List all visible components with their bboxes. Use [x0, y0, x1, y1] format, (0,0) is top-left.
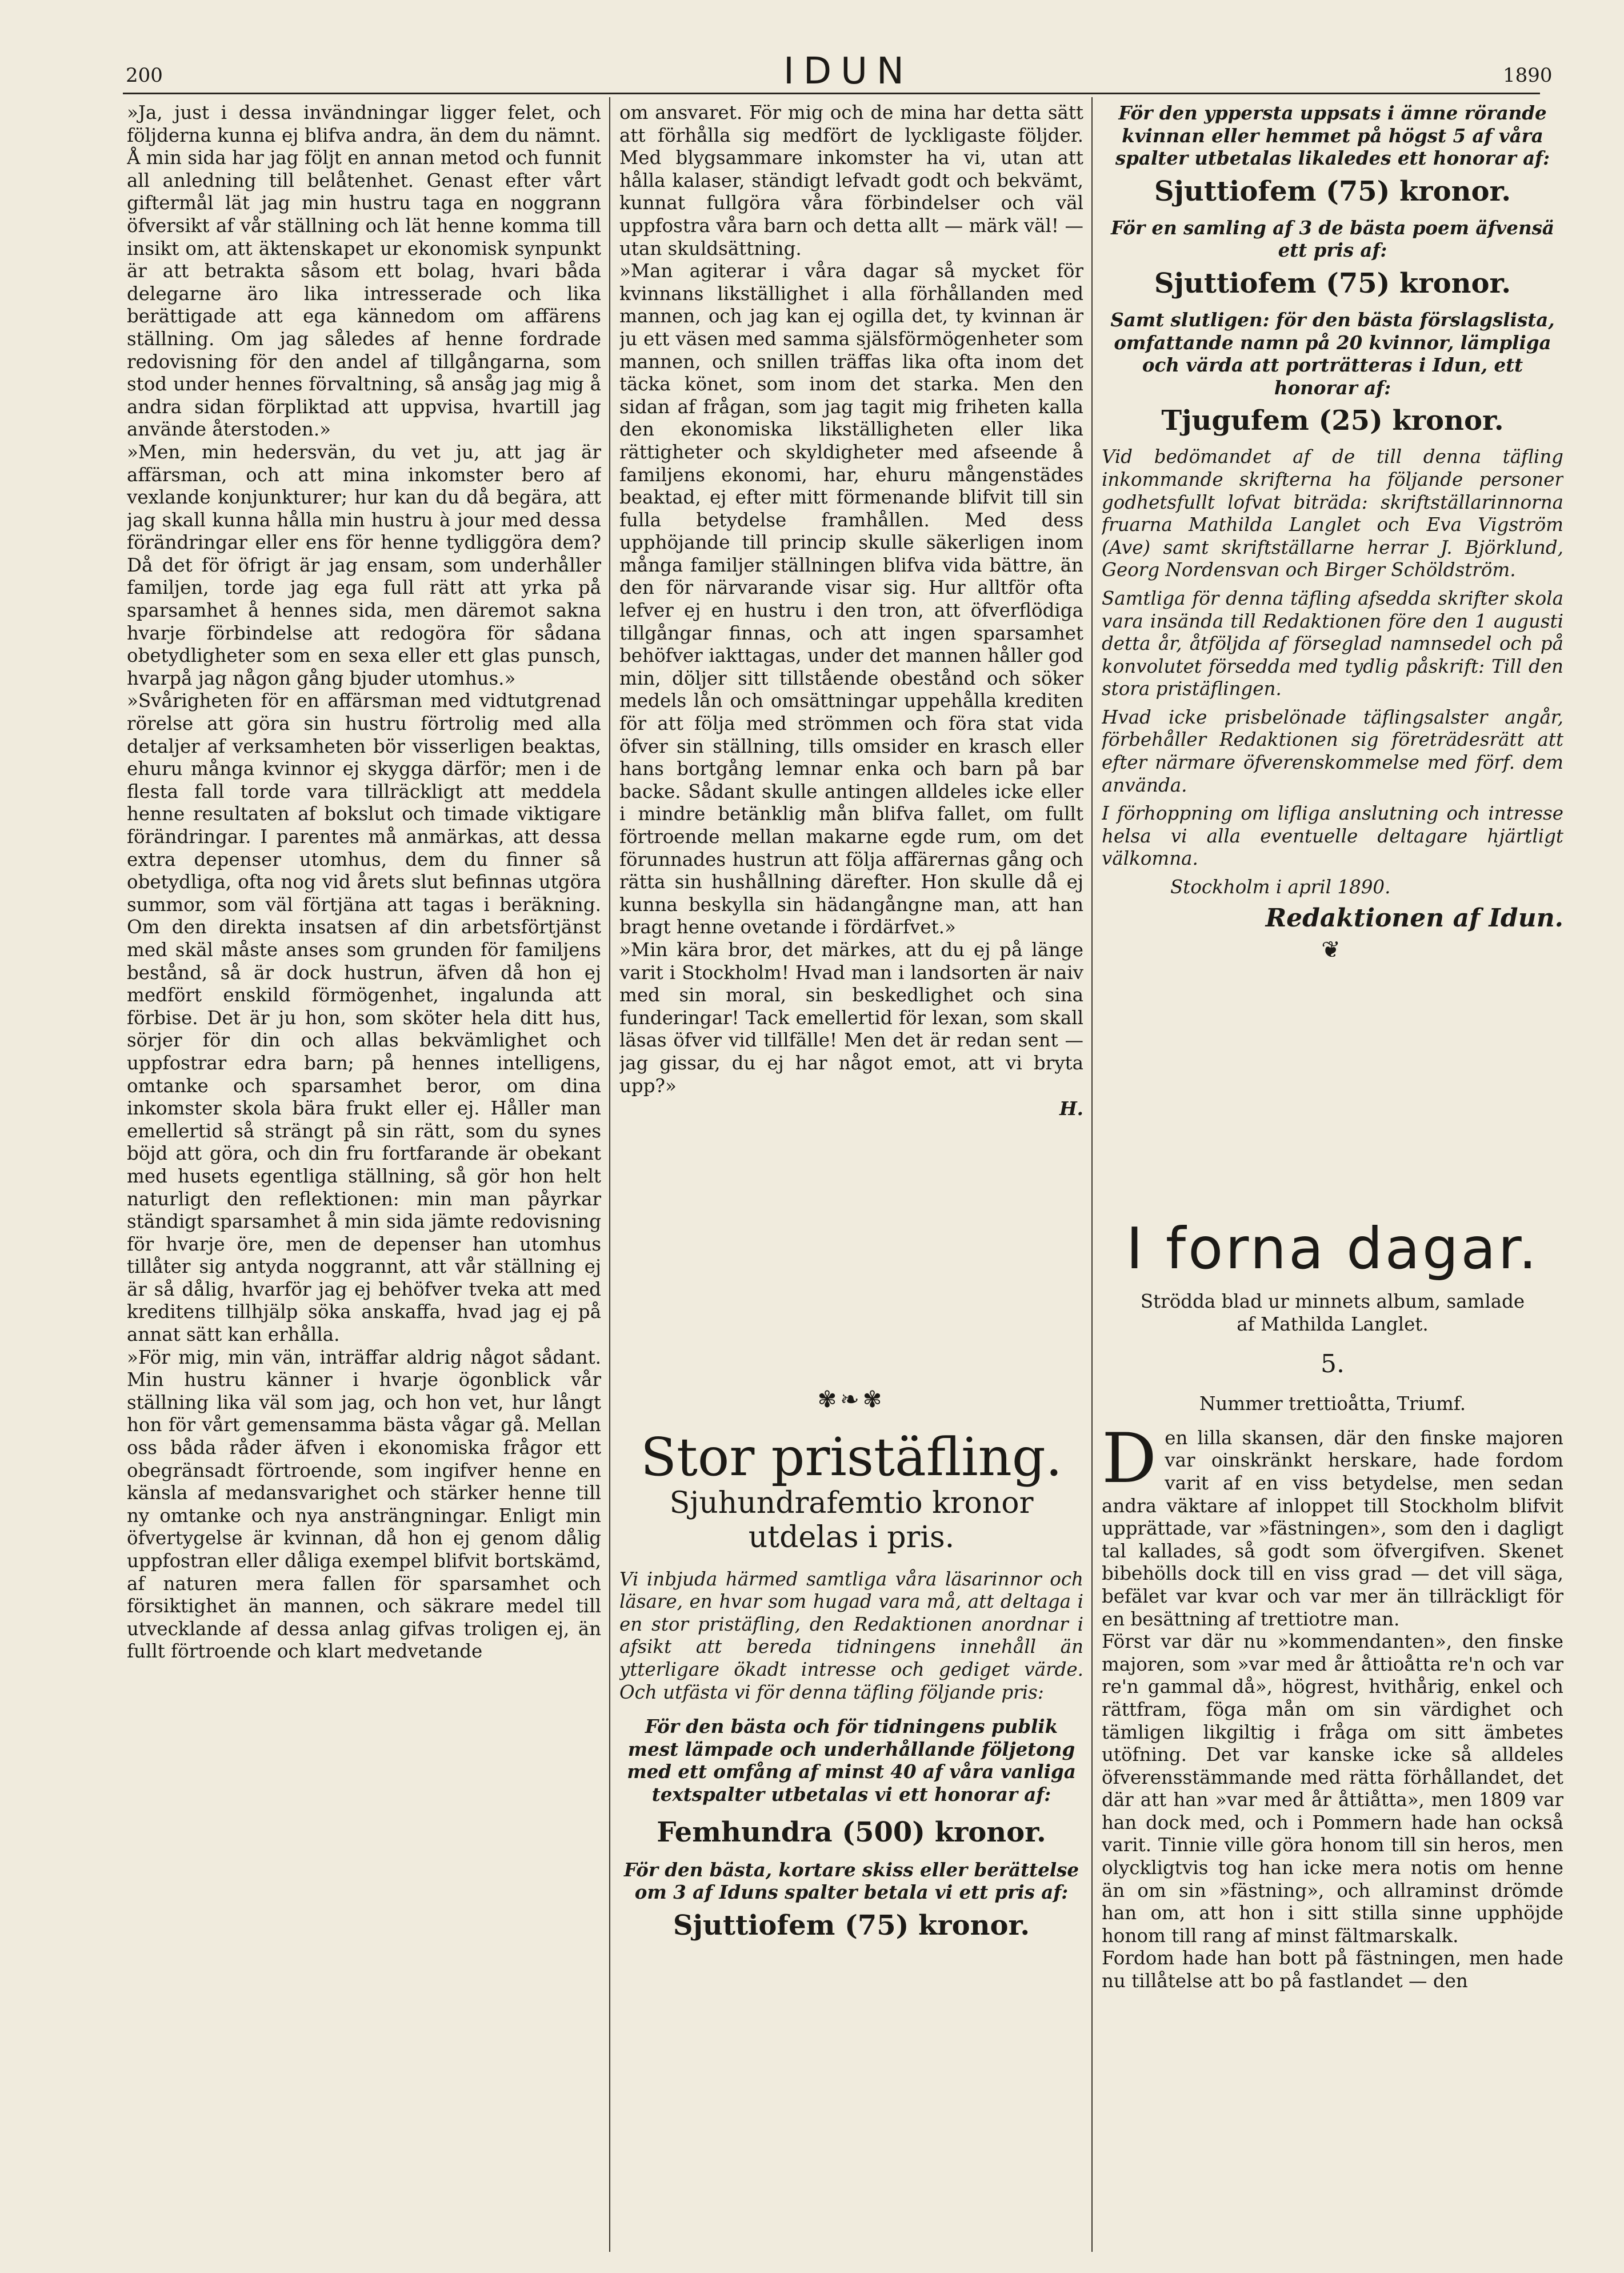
rights-text: Hvad icke prisbelönade täflingsalster angår, förbehåller Redaktionen sig företrädesrätt att efter närmare öfverenskommelse med förf. dem använda. — [1102, 706, 1563, 796]
competition-continued — [1102, 102, 1563, 1239]
paragraph: »Min kära bror, det märkes, att du ej på länge varit i Stockholm! Hvad man i landsorten är naiv med sin moral, sin beskedlighet och sina funderingar! Tack emellertid för lexan, som skall läsas öfver vid tillfälle! Men det är redan sent — jag gissar, du ej har något emot, att vi bryta upp?» — [619, 938, 1083, 1097]
year: 1890 — [1503, 64, 1553, 87]
prize-5-amount: Tjugufem (25) kronor. — [1161, 405, 1504, 437]
competition-signature: Redaktionen af Idun. — [1265, 903, 1563, 933]
prize-3-amount: Sjuttiofem (75) kronor. — [1154, 175, 1511, 207]
prize-1-amount: Femhundra (500) kronor. — [657, 1816, 1046, 1848]
article-column-1 — [127, 102, 601, 2256]
place-date: Stockholm i april 1890. — [1170, 876, 1391, 898]
serial-title: I forna dagar. — [1126, 1217, 1539, 1282]
chapter-number: 5. — [1321, 1349, 1345, 1379]
prize-2-amount: Sjuttiofem (75) kronor. — [673, 1909, 1030, 1942]
competition-intro: Vi inbjuda härmed samtliga våra läsarinnor och läsare, en hvar som hugad vara må, att deltaga i en stor pristäfling, den Redaktionen anordnar i afsikt att bereda tidningens innehåll än ytterligare ökadt intresse och gediget värde. Och utfästa vi för denna täfling följande pris: — [619, 1568, 1083, 1703]
prize-3-text: För den yppersta uppsats i ämne rörande kvinnan eller hemmet på högst 5 af våra spalter utbetalas likaledes ett honorar af: — [1115, 102, 1550, 170]
paragraph: »Ja, just i dessa invändningar ligger felet, och följderna kunna ej blifva andra, än dem du nämnt. Å min sida har jag följt en annan metod och funnit all anledning till belåtenhet. Genast efter vårt giftermål lät jag min hustru taga en noggrann öfversikt af vår ställning och lät henne komma till insikt om, att äktenskapet ur ekonomisk synpunkt är att betrakta såsom ett bolag, hvari båda delegarne äro lika intresserade och lika berättigade att ega kännedom om affärens ställning. Om jag således af henne fordrade redovisning för den andel af tillgångarna, som stod under hennes förvaltning, så ansåg jag mig å andra sidan förpliktad att uppvisa, hvartill jag använde återstoden.» — [127, 102, 601, 441]
serial-story — [1102, 1217, 1563, 2252]
column-rule-1 — [609, 97, 610, 2252]
paragraph: »Men, min hedersvän, du vet ju, att jag är affärsman, och att mina inkomster bero af vexlande konjunkturer; hur kan du då begära, att jag skall kunna hålla min hustru à jour med dessa förändringar eller ens för henne tydliggöra dem? Då det för öfrigt är jag ensam, som underhåller familjen, torde jag ega full rätt att yrka på sparsamhet å hennes sida, men däremot sakna hvarje förbindelse att redogöra för sådana obetydligheter som en sexa eller ett glas punsch, hvarpå jag någon gång bjuder utomhus.» — [127, 441, 601, 689]
prize-4-text: För en samling af 3 de bästa poem äfvensä ett pris af: — [1111, 216, 1554, 262]
chapter-title: Nummer trettioåtta, Triumf. — [1199, 1393, 1466, 1415]
paragraph: Fordom hade han bott på fästningen, men hade nu tillåtelse att bo på fastlandet — den — [1102, 1947, 1563, 1992]
serial-subtitle: Strödda blad ur minnets album, samlade — [1140, 1291, 1525, 1312]
paragraph: om ansvaret. För mig och de mina har detta sätt att förhålla sig medfört de lyckligaste följder. Med blygsammare inkomster ha vi, utan att hålla kalaser, ständigt lefvadt godt och bekvämt, kunnat fullgöra våra förbindelser och väl uppfostra våra barn och detta allt — märk väl! — utan skuldsättning. — [619, 102, 1083, 259]
paragraph: »Svårigheten för en affärsman med vidtutgrenad rörelse att göra sin hustru förtrolig med alla detaljer af verksamheten bör visserligen beaktas, ehuru många kvinnor ej skygga därför; men i de flesta fall torde vara tillräckligt att meddela henne resultaten af bokslut och timade viktigare förändringar. I parentes må anmärkas, att dessa extra depenser utomhus, dem du finner så obetydliga, ofta nog vid årets slut befinnas utgöra summor, som väl förtjäna att tagas i beräkning. Om den direkta insatsen af din arbetsförtjänst med skäl måste anses som grunden för familjens bestånd, så är dock hustrun, äfven då hon ej medfört enskild förmögenhet, ingalunda att förbise. Det är ju hon, som sköter hela ditt hus, sörjer för din och allas bekvämlighet och uppfostrar edra barn; på hennes intelligens, omtanke och sparsamhet beror, om dina inkomster skola bära frukt eller ej. Håller man emellertid så strängt på sin rätt, som du synes böjd att göra, och din fru fortfarande är obekant med husets egentliga ställning, så gör hon helt naturligt den reflektionen: min man påyrkar ständigt sparsamhet å min sida jämte redovisning för hvarje öre, men de depenser han utomhus tillåter sig antyda noggrannt, att vår ställning ej är så dålig, hvarför jag ej behöfver tveka att med kreditens tillhjälp söka anskaffa, hvad jag ej på annat sätt kan erhålla. — [127, 690, 601, 1346]
ornament-icon: ✾❧✾ — [817, 1389, 886, 1413]
column-rule-2 — [1091, 97, 1093, 2252]
prize-4-amount: Sjuttiofem (75) kronor. — [1154, 267, 1511, 299]
competition-title: Stor pristäfling. — [640, 1426, 1063, 1488]
page-number: 200 — [126, 64, 163, 87]
paragraph: »Man agiterar i våra dagar så mycket för kvinnans likställighet i alla förhållanden med mannen, och jag kan ej ogilla det, ty kvinnan är ju ett väsen med samma själsförmögenheter som mannen, och snillen träffas lika ofta inom det täcka könet, som inom det starka. Men den sidan af frågan, som jag tagit mig friheten kalla den ekonomiska likställigheten eller lika rättigheter och skyldigheter med afseende å familjens ekonomi, har, ehuru mångenstädes beaktad, ej efter mitt förmenande blifvit till sin fulla betydelse framhållen. Med dess upphöjande till princip skulle säkerligen inom många familjer ställningen blifva vida bättre, än den för närvarande visar sig. Hur alltför ofta lefver ej en hustru i den tron, att öfverflödiga tillgångar finnas, och att ingen sparsamhet behöfver iakttagas, under det mannen håller god min, döljer sitt tillstående obestånd och söker medels lån och omsättningar uppehålla krediten för att följa med strömmen och föra stat vida öfver sin ställning, tills omsider en krasch eller hans bortgång lemnar enka och barn på bar backe. Sådant skulle antingen alldeles icke eller i mindre betänklig mån blifva fallet, om fullt förtroende mellan makarne egde rum, om det förunnades hustrun att följa affärernas gång och rätta sin hushållning därefter. Hon skulle då ej kunna beskylla sin hädangångne man, att han bragt henne ovetande i fördärfvet.» — [619, 260, 1083, 938]
competition-subtitle: Sjuhundrafemtio kronor utdelas i pris. — [669, 1485, 1034, 1555]
prize-1-text: För den bästa och för tidningens publik mest lämpade och underhållande följetong med ett omfång af minst 40 af våra vanliga textspalter utbetalas vi ett honorar af: — [627, 1715, 1076, 1805]
article-column-2 — [619, 102, 1083, 1348]
deadline-text: Samtliga för denna täfling afsedda skrifter skola vara insända till Redaktionen före den 1 augusti detta år, åtföljda af förseglad namnsedel och på konvolutet försedda med tydlig påskrift: Till den stora pristäflingen. — [1102, 587, 1563, 700]
prize-5-text: Samt slutligen: för den bästa förslagslista, omfattande namn på 20 kvinnor, lämpliga och värda att porträtteras i Idun, ett honorar af: — [1110, 308, 1555, 399]
welcome-text: I förhoppning om lifliga anslutning och intresse helsa vi alla eventuelle deltagare hjärtligt välkomna. — [1102, 802, 1563, 870]
competition-announcement — [619, 1389, 1083, 2246]
serial-author: af Mathilda Langlet. — [1237, 1313, 1429, 1335]
paragraph: »För mig, min vän, inträffar aldrig något sådant. Min hustru känner i hvarje ögonblick vår ställning lika väl som jag, och hon vet, hur långt hon för vårt gemensamma bästa vågar gå. Mellan oss båda råder äfven i ekonomiska frågor ett obegränsadt förtroende, som ingifver henne en känsla af medansvarighet och stärker henne till ny omtanke och nya ansträngningar. Enligt min öfvertygelse är kvinnan, då hon ej genom dålig uppfostran eller dåliga exempel blifvit bortskämd, af naturen mera fallen för sparsamhet och försiktighet än mannen, och säkrare medel till utvecklande af dessa anlag gifvas troligen ej, än fullt förtroende och klart medvetande — [127, 1346, 601, 1663]
header-rule — [123, 93, 1540, 94]
ornament-icon: ❦ — [1321, 936, 1344, 963]
signature: H. — [1059, 1097, 1083, 1120]
drop-cap: D — [1102, 1419, 1157, 1499]
paragraph: Först var där nu »kommendanten», den finske majoren, som »var med år åttioåtta re'n och var re'n gammal då», högrest, hvithårig, enkel och rättfram, föga mån om sin värdighet och tämligen likgiltig i fråga om sitt ämbetes utöfning. Det var kanske icke så alldeles öfverensstämmande med rätta förhållandet, det där att han »var med år åttiåtta», men 1809 var han dock med, och i Pommern hade han också varit. Tinnie ville göra honom till sin heros, men olyckligtvis tog han icke mera notis om henne än om sin »fästning», och allraminst drömde han om, att hon i sitt stilla sinne upphöjde honom till rang af minst fältmarskalk. — [1102, 1631, 1563, 1947]
journal-title: IDUN — [783, 50, 913, 93]
prize-2-text: För den bästa, kortare skiss eller berättelse om 3 af Iduns spalter betala vi ett pris af: — [623, 1858, 1079, 1904]
jury-text: Vid bedömandet af de till denna täfling inkommande skrifterna ha följande personer godhetsfullt lofvat biträda: skriftställarinnorna fruarna Mathilda Langlet och Eva Vigström (Ave) samt skriftställarne herrar J. Björklund, Georg Nordensvan och Birger Schöldström. — [1102, 446, 1563, 581]
paragraph: en lilla skansen, där den finske majoren var oinskränkt herskare, hade fordom varit af en viss betydelse, men sedan andra väktare af inloppet till Stockholm blifvit upprättade, var »fästningen», som den i dagligt tal kallades, så godt som öfvergifven. Skenet bibehölls dock till en viss grad — det vill säga, befälet var kvar och var mer än tillräckligt för en besättning af trettiotre man. — [1102, 1427, 1563, 1630]
